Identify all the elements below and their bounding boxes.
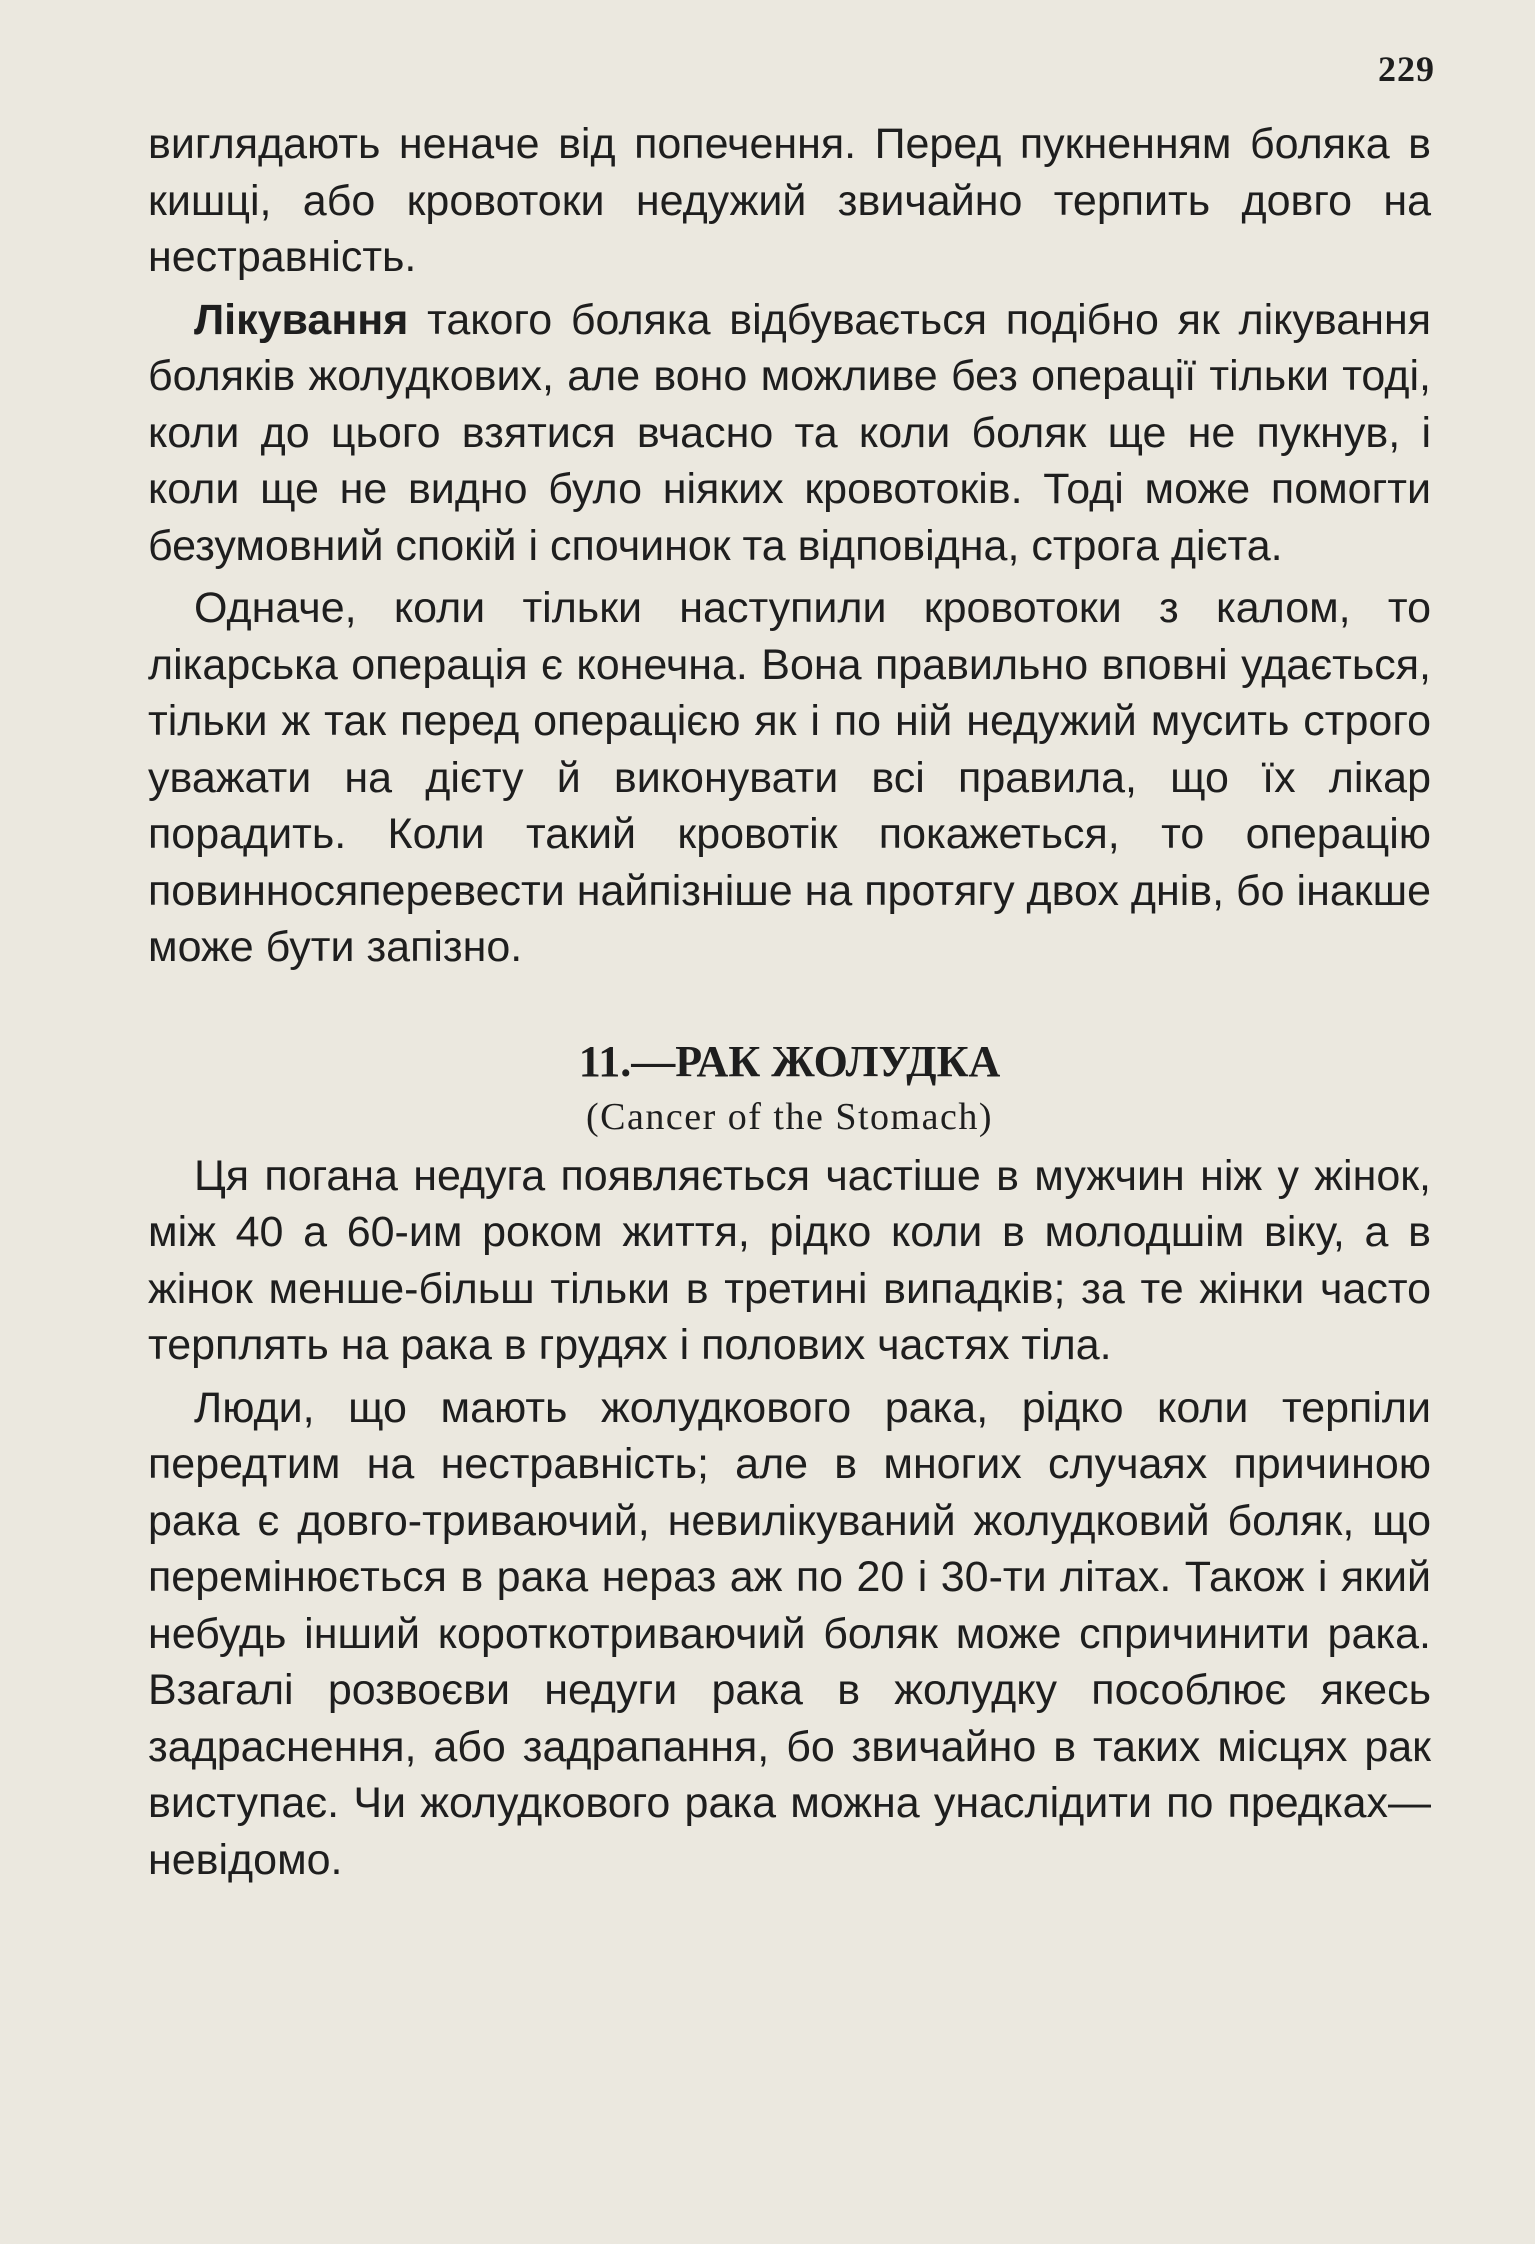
section-paragraph-1: Ця погана недуга появляється частіше в мужчин ніж у жінок, між 40 а 60-им роком життя, рідко коли в молодшім віку, а в жінок менше-більш тільки в третині випадків; за те жінки часто терплять на рака в грудях і полових частях тіла.: [148, 1151, 1431, 1369]
section-paragraph-2: Люди, що мають жолудкового рака, рідко коли терпіли передтим на нестравність; але в многих случаях причиною рака є довго-триваючий, невилікуваний жолудковий боляк, що перемінюється в рака нераз аж по 20 і 30-ти літах. Також і який небудь інший короткотриваючий боляк може спричинити рака. Взагалі розвоєви недуги рака в жолудку пособлює якесь задраснення, або задрапання, бо звичайно в таких місцях рак виступає. Чи жолудкового рака можна унаслідити по предках—невідомо.: [148, 1383, 1431, 1884]
page-body: [148, 116, 1431, 1888]
treatment-text: такого боляка відбувається подібно як лікування боляків жолудкових, але воно можливе без операції тільки тоді, коли до цього взятися вчасно та коли боляк ще не пукнув, і коли ще не видно було ніяких кровотоків. Тоді може помогти безумовний спокій і спочинок та відповідна, строга дієта.: [148, 295, 1431, 570]
operation-paragraph: Одначе, коли тільки наступили кровотоки з калом, то лікарська операція є конечна. Вона правильно вповні удається, тільки ж так перед операцією як і по ній недужий мусить строго уважати на дієту й виконувати всі правила, що їх лікар порадить. Коли такий кровотік покажеться, то операцію повинносяперевести найпізніше на протягу двох днів, бо інакше може бути запізно.: [148, 584, 1431, 971]
section-subheading: (Cancer of the Stomach): [586, 1095, 993, 1138]
page-number: 229: [1378, 49, 1435, 89]
section-heading: 11.—РАК ЖОЛУДКА: [578, 1036, 1001, 1086]
treatment-lead-word: Лікування: [194, 295, 409, 344]
continuation-paragraph: виглядають неначе від попечення. Перед пукненням боляка в кишці, або кровотоки недужий звичайно терпить довго на нестравність.: [148, 120, 1431, 281]
treatment-paragraph: [148, 292, 1431, 575]
